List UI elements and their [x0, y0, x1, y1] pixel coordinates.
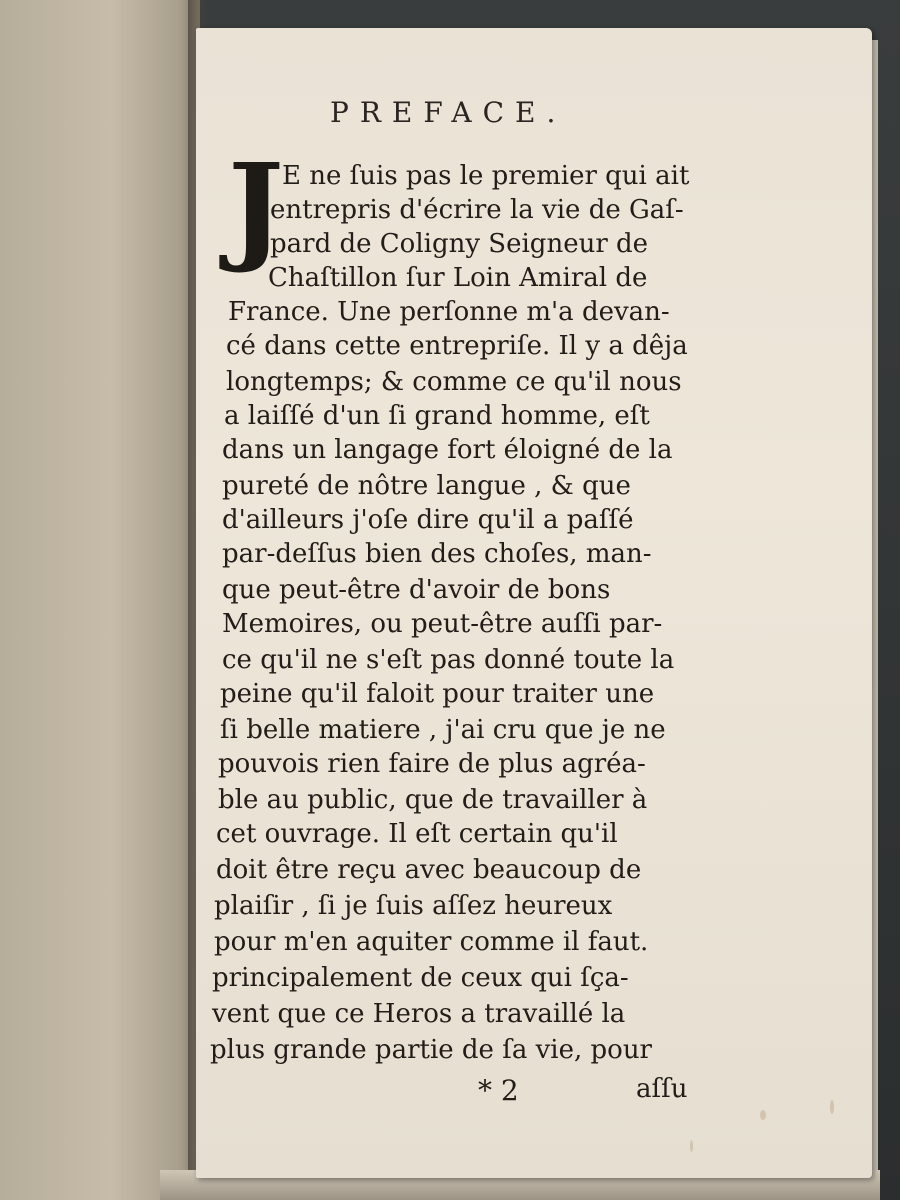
text-line: ce qu'il ne s'eſt pas donné toute la [222, 645, 675, 675]
text-line: vent que ce Heros a travaillé la [212, 999, 626, 1029]
text-line: pureté de nôtre langue , & que [222, 471, 631, 501]
text-line: plaiſir , ſi je ſuis aſſez heureux [214, 891, 613, 921]
text-line: plus grande partie de ſa vie, pour [210, 1035, 652, 1065]
text-line: longtemps; & comme ce qu'il nous [226, 367, 682, 397]
text-line: France. Une perſonne m'a devan- [228, 297, 670, 327]
signature-mark: * 2 [478, 1074, 519, 1107]
text-line: principalement de ceux qui ſça- [212, 963, 629, 993]
running-head: PREFACE. [330, 96, 567, 129]
catchword: aſſu [636, 1074, 688, 1104]
foxing-spot [760, 1110, 766, 1120]
left-page [0, 0, 200, 1200]
text-line: pard de Coligny Seigneur de [270, 229, 649, 259]
text-line: d'ailleurs j'oſe dire qu'il a paſſé [222, 505, 634, 535]
text-line: Chaſtillon ſur Loin Amiral de [268, 263, 648, 293]
text-line: que peut-être d'avoir de bons [222, 575, 611, 605]
foxing-spot [830, 1100, 834, 1114]
text-line: cet ouvrage. Il eſt certain qu'il [216, 819, 618, 849]
text-line: pour m'en aquiter comme il faut. [214, 927, 649, 957]
drop-cap: J [228, 137, 284, 276]
text-line: E ne ſuis pas le premier qui ait [282, 161, 690, 191]
text-line: ſi belle matiere , j'ai cru que je ne [220, 715, 666, 745]
text-line: a laiſſé d'un ſi grand homme, eſt [224, 401, 650, 431]
text-line: peine qu'il faloit pour traiter une [220, 679, 655, 709]
text-line: ble au public, que de travailler à [218, 785, 648, 815]
text-line: cé dans cette entrepriſe. Il y a dêja [226, 331, 688, 361]
text-line: Memoires, ou peut-être auſſi par- [222, 609, 663, 639]
foxing-spot [690, 1140, 693, 1152]
text-line: par-deſſus bien des choſes, man- [222, 539, 652, 569]
text-line: pouvois rien faire de plus agréa- [218, 749, 646, 779]
text-line: doit être reçu avec beaucoup de [216, 855, 642, 885]
text-line: entrepris d'écrire la vie de Gaſ- [270, 195, 684, 225]
text-line: dans un langage fort éloigné de la [222, 435, 673, 465]
